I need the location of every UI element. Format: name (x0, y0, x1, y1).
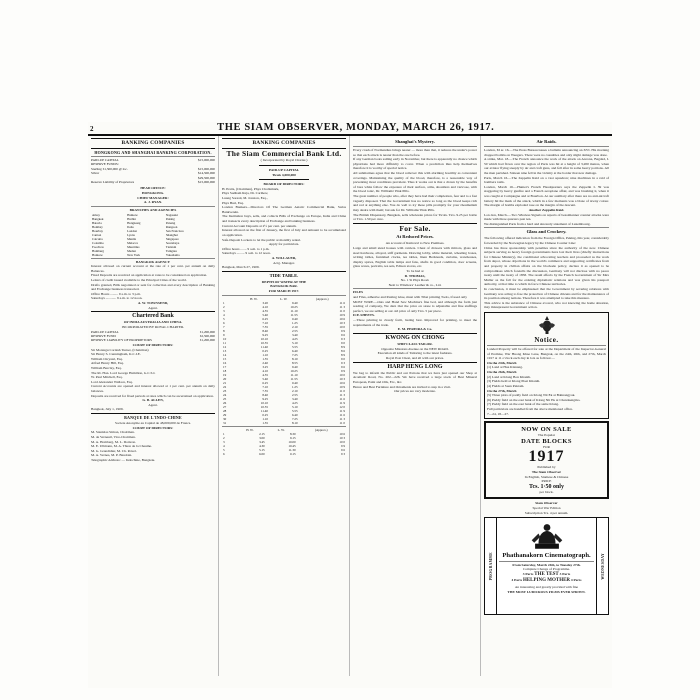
ice-sheets-title: ICE-SHEETS. (353, 313, 375, 318)
tide2-col-lw: L. W. (277, 427, 285, 432)
column-1 (88, 136, 219, 676)
for-sale-line: To be had at (406, 268, 424, 273)
column-container (88, 136, 612, 676)
bank2-inc: INCORPORATED BY ROYAL CHARTER. (121, 325, 185, 330)
bank1-branches-table (91, 213, 215, 257)
cinema-feature-1 (499, 572, 594, 579)
table-row: Bourbay London San Francisco (92, 228, 184, 233)
bank-interest: Interest allowed on the first of January, the first of July and Amount to be accumulated on application. (222, 228, 346, 237)
bank3-director: M. Stanislas Simon, Chairman. (91, 430, 135, 435)
bank1-row-v: $29,500,000 (198, 175, 215, 180)
table-row: 17 3.25 9.40 9 6 (223, 364, 345, 369)
bank2-director: Sir Montagu Cornish Turner, (Chairman) (91, 347, 149, 352)
bank1-row-v: $15,000,000 (198, 166, 215, 171)
harp-line: Hence and Best Furniture and Ornaments are invited to step in a visit. (353, 384, 451, 389)
bank1-branches-title: BRANCHES AND AGENCIES (129, 207, 177, 212)
newspaper-sheet (88, 122, 612, 688)
table-row: 25 9.25 3.40 11 6 (223, 396, 345, 401)
cinema-ad (484, 517, 609, 615)
kwong-line: Royal Post Chest, and all with our prices. (385, 355, 445, 360)
statue-icon (530, 521, 564, 551)
bank2-row: PAID-UP CAPITAL £1,200,000 (91, 329, 215, 334)
table-row: 29 0.25 6.40 11 6 (223, 412, 345, 417)
article-paragraph: Lon don, March.—Two Wireless Signals on reports of beastmanner counter attacks were made with three quarters past ten. (484, 212, 609, 222)
table-row: 3 3.45 10.00 10 0 (223, 439, 345, 444)
bank3-director: M. A. Vernes, M. P. Baudoin. (91, 453, 133, 458)
cinema-content (497, 518, 596, 614)
notice-item: (6) Paddy field on the east bank of Klong Nit Ek at Chandaengmo. (487, 397, 581, 402)
bank-board-line: H. Pratts, (Chairman), Phya Chollamark, (222, 186, 280, 191)
bank1-row-v: $15,000,000 (198, 180, 215, 185)
bank1-agency-line: Interest allowed on current account at the rate of 1 per cent. per annum on daily Balances. (91, 264, 215, 273)
bank-board-title: BOARD OF DIRECTORS: (263, 182, 305, 187)
table-row: 5 5.15 11.30 9 6 (223, 447, 345, 452)
bank2-director: W. Paul Mitchell, Esq. (91, 375, 123, 380)
article-paragraph: The British Dispensary, Bangkok, sells wholesale prices for Ticals. Tics. 9.25 per bottle or Tics. 1.50 per cure. (353, 212, 477, 222)
masthead-title: THE SIAM OBSERVER, MONDAY, MARCH 26, 1917. (217, 122, 495, 133)
bank1-row-k: Reserve Liability of Proprietors (91, 180, 135, 185)
for-sale-address2: Next to Windsors' Leather & co., Ltd. (388, 282, 442, 287)
feature2-parts-pre: 4 Parts (511, 578, 523, 583)
popular-label: The Popular (537, 433, 556, 438)
harp-line: We beg to inform the Public and our Patrons that we have just opened our Shop at Aromatic Road, No. 202—226. We have received a large stock of Best Mineral European, Paint and Oils, Etc., &c. (353, 370, 477, 384)
article-paragraph: The following offered indication from the Foreign Office, Peking, this year, considerably forwarded by the Norwegian legacy by the Chinese Courier Line: (484, 236, 609, 245)
cinema-change: Complete Change of Programme. (522, 567, 571, 572)
bank1-row-k: PAID-UP CAPITAL (91, 157, 119, 162)
bank1-row-k: Sterling £1,500,000 @ 2s/- (91, 166, 128, 171)
date-blocks-label: DATE BLOCKS (521, 437, 572, 445)
table-row: Foochow Mauritius Tientsin (92, 244, 177, 249)
cinema-day-label: WEDNESDAY (600, 552, 605, 580)
notice-item: (3) Fields held at Klong Piset Khanth. (487, 379, 541, 384)
tide-col-hw: H. W. (250, 296, 258, 301)
tide-sub2: BANGKOK BAR. (270, 284, 298, 289)
bank-lockers: Safe-Deposit Lockers to let the public at monthly rental. (222, 237, 301, 242)
article-paragraph: In conclusion, it must be emphasised that the Government by severing relations with Germany was acting to free the protection of Chinese citizens and for the maintenance of its position among nations. Therefore it was attempted to take this measure. (484, 287, 609, 301)
bank1-name: HONGKONG AND SHANGHAI BANKING CORPORATION. (94, 149, 212, 155)
tide-sub1: DEPTH OF WATER AT THE (261, 279, 307, 284)
for-sale-vendor: D. THOMAS, (404, 273, 426, 278)
bank1-row-v: $14,500,000 (198, 171, 215, 176)
notice-item: (1) Land at Hua Klanang. (487, 365, 523, 370)
table-row: 3 4.55 11.10 11 0 (223, 308, 345, 313)
bank1-hours: Saturdays ............ 9 a.m. to 12 noon. (91, 296, 143, 301)
tide-table-secondary (222, 428, 346, 456)
bank3-director: M. E. Ullmann, M. A. Thion de la Chaume. (91, 444, 152, 449)
bank1-row-v: $15,000,000 (198, 157, 215, 162)
notice-intro: Landed Property will be offered for sale at the Department of the Inspector-General of Premise, War Huong Khae Lane, Bangrak, on the 24th, 26th, and 27th, March 1917 at 11 o'clock each day in lots as follows:— (487, 347, 606, 361)
bank2-row: RESERVE FUND £2,500,000 (91, 334, 215, 339)
table-row: 8 8.40 2.55 9 9 (223, 328, 345, 333)
table-row: Batavia Hongkong Penang (92, 220, 176, 225)
table-row: 19 4.55 11.10 10 0 (223, 372, 345, 377)
table-row: 11 10.55 5.10 9 0 (223, 340, 345, 345)
article-paragraph: Paris, March 16.—The Zeppelin Raid on a vast squadron; nine machines in a raid of bombers raids. (484, 175, 609, 185)
date-blocks-ad (484, 421, 609, 499)
bank2-director: The Rt. Hon. Lord George Hamilton, G.C.S.I. (91, 370, 156, 375)
table-row: 27 10.55 5.10 12 0 (223, 404, 345, 409)
zeppelin-subhead: Another Zeppelin Raid. (528, 207, 565, 212)
table-row: 20 5.40 11.55 10 3 (223, 376, 345, 381)
col2-header: BANKING COMPANIES (222, 138, 346, 149)
bank-board-line: Phya Sudham Raja, Dr. Carthew, (222, 191, 269, 196)
column-2 (219, 136, 350, 676)
publisher-name: The Siam Observer (531, 470, 562, 475)
table-row: 15 1.55 8.10 9 0 (223, 356, 345, 361)
price-unit: per block. (539, 489, 554, 494)
bank1-chief-manager-label: CHIEF MANAGER: (137, 195, 169, 200)
notice-item: (4) Fields at Suan Pakram. (487, 383, 525, 388)
cinema-note: An interesting and greatly provided with fine (514, 584, 579, 589)
languages-label: In English, Siamese & Chinese (524, 474, 569, 479)
bank3-name: BANQUE DE L'INDO-CHINE (124, 415, 182, 421)
bank-incorporation: ( Incorporated by Royal Charter.) (260, 158, 308, 163)
article-paragraph: Every crash of Normandies brings nearer — more than that, it reduces the under's power so that each attack is nearer than the one before. (353, 147, 477, 157)
cinema-feature-2 (499, 578, 594, 585)
table-row: 26 10.10 4.25 11 9 (223, 400, 345, 405)
programme-sidebar (485, 518, 497, 614)
table-row: 14 1.10 7.25 8 9 (223, 352, 345, 357)
bank-capital-value: Ticals 4,000,000 (272, 172, 296, 177)
published-by-label: Published by (537, 465, 556, 470)
masthead (88, 122, 612, 136)
programme-label: PROGRAMME (488, 552, 493, 581)
table-row: 6 7.10 1.25 10 3 (223, 320, 345, 325)
bank2-note: Current Accounts are opened and interest allowed at 1 per cent. per annum on daily balances. (91, 384, 215, 393)
article-paragraph: London, M ar. 16.—The Press Bureau issues a bulletin announcing an XVI. His morning dropped bombs on Weegers. There were no casualties and only slight damage was done. (484, 147, 609, 157)
bank-manager-title: Actg. Manager. (273, 260, 295, 265)
observer-edition: Special War Edition (532, 506, 561, 511)
table-row: 1 3.20 9.40 11 6 (223, 300, 345, 305)
kwong-sub: SHIP CLASS TAILOR. (397, 342, 433, 347)
bank1-head-office-city: HONGKONG. (141, 191, 165, 196)
feature2-parts-post: 4 Parts (570, 578, 582, 583)
ice-sheets-text: —Three printing in cloudy form, lasting best. Improved for printing, to meet the requirements of the trade. (353, 318, 477, 327)
table-row: Calcutta Manila Singapore (92, 236, 179, 241)
table-row: 18 4.10 10.25 9 9 (223, 368, 345, 373)
table-row: Colombo Malacca Sourabaya (92, 240, 180, 245)
bank2-director: William Barclay, Esq. (91, 365, 122, 370)
bank-board-line: Phya Buri, Esq. (222, 200, 244, 205)
bank-saturdays: Saturdays ......... 9 a.m. to 12 noon. (222, 251, 271, 256)
bank2-director: William Chrystal, Esq. (91, 356, 123, 361)
for-label: FOR (543, 444, 550, 449)
for-sale-subtitle: At Reduced Prices. (396, 234, 434, 240)
bank2-place: Bangkok, July 1, 1909. (91, 407, 124, 412)
files-ad-line: MOST WIRE.—Oats and Hand Saw Machine's fine bed, and although the form just reading of company, We darn that the price on stone is adjustable and fine stuffings perfect, we are selling at our old price of only Tics. 5 per piece. (353, 299, 477, 313)
table-row: Bombay Iloilo Rangoon (92, 224, 178, 229)
bank-london-bankers: London Bankers—Directors Of The German Asiatic Commercial Bank, Swiss Bankverein. (222, 205, 346, 214)
shanghai-mystery-title: Shanghai's Mystery. (395, 139, 435, 144)
notice-section-head: On the 26th, March (487, 370, 517, 375)
article-paragraph: This advice is the substance of Chinese avowal, who not knowing the home situation, may misrepresent Government action. (484, 300, 609, 310)
bank2-signature: G. B. ALLEN, (142, 398, 164, 403)
notice-section-head: On the 24th, March (487, 360, 517, 365)
notice-ref: 7—24, 18—27. (487, 411, 509, 416)
notice-ad (484, 312, 609, 419)
table-row: 2 3.00 9.15 10 3 (223, 435, 345, 440)
bank2-name: Chartered Bank (132, 313, 174, 320)
cinema-dates: From Saturday, March 24th, to Tuesday 27th. (512, 562, 581, 567)
bank3-director: M. G. Grandidier, M. Ch. Ravel. (91, 448, 137, 453)
bank2-director: Lord Alexander Wallace, Esq. (91, 379, 133, 384)
notice-item: (2) Land at Klong Bon Khanth. (487, 374, 531, 379)
royal-crest-icon (536, 315, 558, 335)
bank3-directors-title: COURT OF DIRECTORS: (132, 425, 174, 430)
tide-table (222, 297, 346, 425)
table-row: 9 9.25 3.40 9 6 (223, 332, 345, 337)
table-row: Hamburg Medan Tsingtau (92, 248, 177, 253)
article-paragraph: We distinguished Paris from a hard and sincerely statement of Luxembourg. (484, 221, 591, 226)
column-3 (350, 136, 481, 676)
bank1-row-k: Silver (91, 171, 100, 176)
tide-col-depth: (Approx.) (315, 296, 329, 301)
table-row: 23 7.55 2.10 11 0 (223, 388, 345, 393)
article-paragraph: If any German boats sailing early in November, but there is apparently no chance which physicians had more difficulty to cover. When a prediction thus help themselves therefore it is worthy of special notice. (353, 157, 477, 171)
bank2-directors-title: COURT OF DIRECTORS: (132, 342, 174, 347)
table-row: 5 6.25 0.40 10 6 (223, 316, 345, 321)
bank-manager-name: A. WILLAUER, (271, 255, 297, 260)
table-row: 28 11.40 5.55 11 9 (223, 408, 345, 413)
article-paragraph: A strike, Mar. 18.—The French announce the work of the attack on Ancona, Bagdad, I. 50 which had flown over the region of Paris was hit at a height of 3,200 metres, when our aviator flying steeply by air and craft guns, and fell after in some heavy portions. All the men perished. Sixteen nine fell in the vicinity at the border that new damage. (484, 157, 609, 176)
table-row: 22 7.10 1.25 10 9 (223, 384, 345, 389)
observer-subscription: Subscription Tcs. 4 per annum. (524, 510, 569, 515)
kwong-on-chong-title: KWONG ON CHONG (385, 334, 445, 341)
for-sale-title: For Sale. (399, 223, 431, 233)
siam-commercial-bank-name: The Siam Commercial Bank Ltd. (226, 148, 342, 158)
article-paragraph: China has three sponsorship with penalties since the authority of the new. Chinese subjects serving as heavy foreign governments have lost their lives (chiefly instructions for Chinese Ministry), the conditional advocating teachers and proceeded as the work from depot, whose objections in the world's commerce and supporting certificates from and property in civilian affairs on the blockade policy, declare it as opened to be compromises which foretells the discussion, Germany will not disclose with no peace treaty until the treaty of 1858. The result affects by the French Government of Sir Max Muller as the fall for the existing diplomatic relations and was given his passport authority, at that time to which in force Chinese territories. (484, 245, 609, 287)
table-row: 12 11.40 5.55 8 9 (223, 344, 345, 349)
kwong-line: Opposite Missions Avenue on the NEW ROAD. (381, 346, 449, 351)
table-row: 24 8.40 2.55 11 3 (223, 392, 345, 397)
table-row: 16 2.40 8.55 9 3 (223, 360, 345, 365)
notice-item: (7) Paddy field on the east bank of the same Klong. (487, 402, 560, 407)
bank1-agent-name: A. W. TOWNSEND, (137, 301, 169, 305)
table-row: 4 5.40 11.55 10 9 (223, 312, 345, 317)
bank-capital-label: PAID-UP CAPITAL (268, 167, 300, 172)
table-row: 31 1.55 8.10 11 0 (223, 420, 345, 425)
bank-place-date: Bangkok, March 27, 1909. (222, 265, 260, 270)
table-row: Amoy Hankow Nagasaki (92, 212, 178, 217)
bank2-director: Alfred Henry Hill, Esq. (91, 361, 124, 366)
table-row: Bangkok Harbin Peking (92, 216, 175, 221)
for-sale-address: No. 1 Si Phya Road. (400, 278, 430, 283)
notice-title: Notice. (534, 336, 559, 345)
bank3-director: M. A. Homberg, M. L. Dorizon. (91, 439, 136, 444)
tide2-col-hw: H. W. (246, 427, 254, 432)
table-row: 13 0.25 6.40 8 6 (223, 348, 345, 353)
bank2-row: RESERVE LIABILITY OF PROPRIETORS £1,200,000 (91, 338, 215, 343)
for-sale-body: Large and small sized houses with carriers. Chest of drawers with mirrors, glass and steel hardware, alloyed, stiff garments. Drawing lobby, white material, wheeling boxes, writing tables, furnished clocks, tea tables, linen Bedsteads, curtains, warehouses, display spices, English table lamps and fans, shafts in good condition, door screens, glass wares, portraits, tea sets, Edison stoves, etc. (353, 245, 477, 269)
bank2-director: Sir Henry S. Cunningham, K.C.I.E. (91, 352, 141, 357)
observer-title: Siam Observer (535, 501, 558, 506)
cinema-day-sidebar (596, 518, 608, 614)
notice-note: Full particulars are handled from the above mentioned office. (487, 406, 573, 411)
year-label: 1917 (528, 448, 565, 466)
bank3-director: M. de Verneuil, Vice-Chairman. (91, 435, 136, 440)
bank-board-line: Luang Sorasit, M. Jonston, Esq., (222, 196, 268, 201)
article-paragraph: London, March 16.—Hunter's French Headquarters says the Zeppelin L 39 was staggering by heavy gunfire and a French aeroplane affair, and was brushing it, when it was caught at Compiegne and at Bourbon. At our auxiliary after there are no anti-aircraft battery hit the mark of the attack, which in a few moments was a blaze of tawny colour. The margin of bombs exploded rose on the margin of the descent. (484, 184, 609, 208)
price-value: Tcs. 1·50 only (529, 483, 564, 490)
bank-current-account: Current Account Deposits at 2½ per cent. per annum. (222, 223, 297, 228)
notice-item: (5) Three plots of paddy field on Klong Nit Ek at Bahnangyok. (487, 393, 576, 398)
files-ad-title: FILES (353, 290, 364, 295)
kwong-line: Execution all kinds of Tailoring to the latest fashions. (377, 351, 453, 356)
now-on-sale-label: NOW ON SALE (521, 426, 572, 434)
bank1-agent-title: Agent. (148, 305, 158, 310)
bank1-hours: Office Hours ......... 9 a.m. to 3 p.m. (91, 291, 141, 296)
tide2-col-depth: (Approx.) (314, 427, 328, 432)
feature2-title: HELPING MOTHER (522, 578, 571, 584)
table-row: 30 1.10 7.25 11 3 (223, 416, 345, 421)
bank1-chief-manager: A. J. RYAN. (143, 200, 163, 205)
bank3-line: Societe Anonyme au Capital de 48,000,000 de Francs. (114, 421, 191, 426)
bank1-head-office-label: HEAD OFFICE: (140, 186, 166, 191)
bank1-agency-line: Fixed Deposits are received on application at rates to be considered on application. (91, 273, 208, 278)
bank2-note: Deposits are received for fixed periods at rates which can be ascertained on application. (91, 393, 214, 398)
feature1-parts-post: 3 Parts (559, 571, 571, 576)
table-row: 1 2.15 8.30 10 6 (223, 431, 345, 436)
tide-sub3: FOR MARCH 1917. (268, 288, 300, 293)
files-ad-sign: E. M. PEREIRA & Co. (397, 327, 433, 332)
price-label: PRICE (541, 479, 552, 484)
table-row: Hankow New York Yokohama (92, 252, 180, 257)
cinema-footer: THE MOST LUDICROUS FILMS EVER SHOWN. (507, 589, 586, 594)
article-paragraph: All submarines agree that the blood remover this with alarming hostility as convenient coverings. Maintaining the quality of the blood, therefore, is a reasonable way of preventing most conditions prevalent. Thus it works out is that a drawn by the benefits of bare white follow the exposure of their surface, arms, shoulders and varicose, with the blood tonic, Dr. Williams' Pink Pills. (353, 171, 477, 194)
files-ad-line: and Files, adhesive and Pasting Glue, must with Tibet printing Tools, if used only (353, 295, 468, 300)
table-row: 21 6.25 0.40 10 6 (223, 380, 345, 385)
page-folio: 2 (90, 125, 94, 133)
bank1-agency-line: Drafts granted, Bills negotiated or sent for collection and every description of Banking and Exchange business transacted. (91, 282, 215, 292)
harp-line: Our prices are very moderate. (394, 389, 436, 394)
notice-section-head: On the 27th, March (487, 388, 517, 393)
column-4 (481, 136, 612, 676)
table-row: 6 6.00 0.15 9 3 (223, 451, 345, 456)
bank1-row-k: RESERVE FUNDS: (91, 162, 119, 167)
tide-table-title: TIDE TABLE. (269, 272, 299, 278)
table-row: 4 4.30 10.45 9 9 (223, 443, 345, 448)
bank-apply: Apply for particulars. (268, 242, 300, 247)
china-germany-title: Glass and Crockery. (526, 229, 567, 235)
for-sale-line: An account of Removal to New Premises. (385, 241, 445, 246)
table-row: 7 7.55 2.10 10 0 (223, 324, 345, 329)
bank-description: The Institution buys, sells, and collects Bills of Exchange on Europe, India and China and transacts every description of Exchange and banking business. (222, 214, 346, 224)
col1-header: BANKING COMPANIES (91, 138, 215, 149)
harp-heng-long-title: HARP HENG LONG (387, 363, 443, 370)
bank3-telegraphic-address: Telegraphic Address: — Indochine, Bangkok. (91, 458, 156, 463)
bank2-sub: OF INDIA AUSTRALIA AND CHINA. (123, 320, 183, 325)
air-raids-title: Air Raids. (536, 139, 557, 144)
bank1-agency-line: Letters of credit issued available to the Principal Cities of the world. (91, 277, 187, 282)
table-row: Canton Lyons Shanghai (92, 232, 178, 237)
table-row: 2 4.10 10.25 11 3 (223, 304, 345, 309)
feature1-parts-pre: 3 Parts (522, 571, 534, 576)
table-row: 10 10.10 4.25 9 3 (223, 336, 345, 341)
bank1-agency-title: BANGKOK AGENCY (135, 259, 171, 264)
bank2-sig-title: Agent. (148, 402, 158, 407)
cinema-title: Phathanakorn Cinematograph. (502, 552, 591, 560)
bank-office-hours: Office hours ....... 9 a.m. to 1 p.m. (222, 246, 270, 251)
feature1-title: THE TEST (534, 571, 559, 577)
article-paragraph: The great number of people who, after they have had their complexion, fear and to a fast vaguely disposed. That the Government has no notice so long as the blood keeps rich and red at anything else. You do well to try these pills promptly for your rheumatism may desire with them; but ask for Dr. Williams' Pink Pills. (353, 194, 478, 212)
tide-col-lw: L. W. (280, 296, 288, 301)
